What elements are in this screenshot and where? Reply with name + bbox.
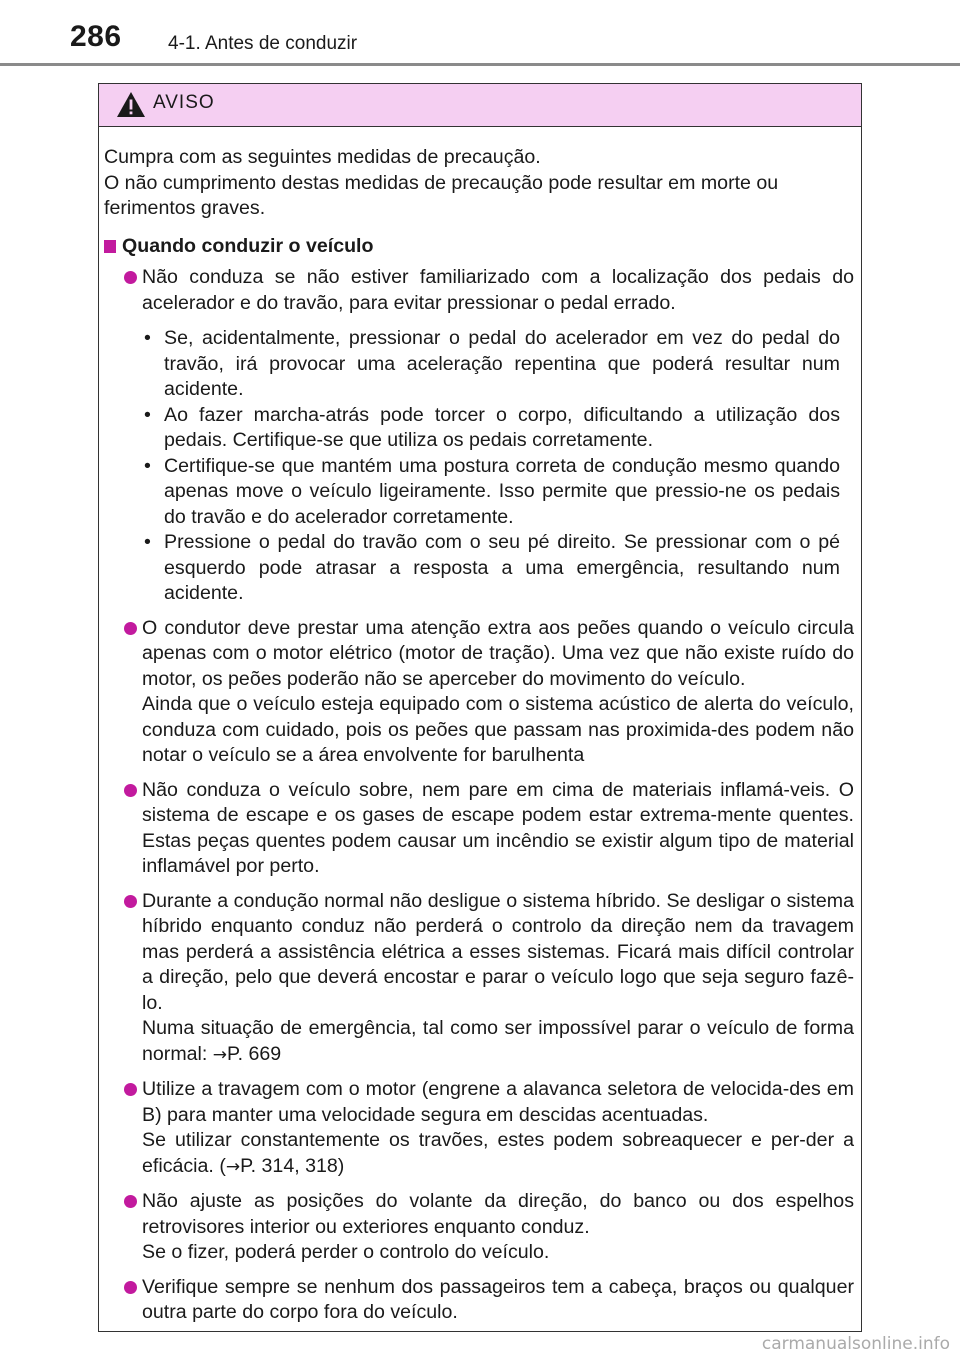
bullet-dot-icon	[124, 784, 137, 797]
bullet-dot-icon	[124, 271, 137, 284]
item-text-continued	[142, 1128, 854, 1180]
item-text-prefix: Numa situação de emergência, tal como ser impossível parar o veículo de forma normal:	[142, 1017, 854, 1065]
header-rule	[0, 63, 960, 66]
warning-title: AVISO	[153, 92, 215, 113]
bullet-dot-icon	[124, 1195, 137, 1208]
item-text-continued: Se o fizer, poderá perder o controlo do veículo.	[142, 1241, 550, 1263]
intro-line-1: Cumpra com as seguintes medidas de precaução.	[104, 146, 541, 168]
arrow-right-icon: →	[225, 1156, 241, 1177]
bullet-dot-icon	[124, 622, 137, 635]
section-heading-text: Quando conduzir o veículo	[122, 234, 374, 257]
bullet-dot-icon	[124, 1281, 137, 1294]
list-item	[104, 889, 854, 1069]
item-text-prefix: Se utilizar constantemente os travões, estes podem sobreaquecer e per-der a eficácia. (	[142, 1129, 854, 1177]
list-item	[104, 1275, 854, 1326]
section-heading	[104, 234, 854, 260]
sub-list	[142, 326, 854, 607]
intro-line-2: O não cumprimento destas medidas de precaução pode resultar em morte ou ferimentos graves.	[104, 171, 779, 219]
list-item	[104, 1077, 854, 1180]
item-text: O condutor deve prestar uma atenção extra aos peões quando o veículo circula apenas com o motor elétrico (motor de tração). Uma vez que não existe ruído do motor, os peões poderão não se aperceber do movimento do veículo.	[142, 616, 854, 690]
warning-box	[98, 83, 862, 1332]
watermark: carmanualsonline.info	[761, 1334, 950, 1354]
bullet-dot-icon	[124, 895, 137, 908]
warning-triangle-icon	[116, 91, 146, 118]
list-item	[104, 265, 854, 607]
sub-list-item: • Certifique-se que mantém uma postura correta de condução mesmo quando apenas move o veículo ligeiramente. Isso permite que pressio-ne os pedais do travão e do acelerador corretamente.	[142, 454, 854, 531]
warning-header	[99, 84, 861, 127]
sub-list-item: • Ao fazer marcha-atrás pode torcer o corpo, dificultando a utilização dos pedais. Certifique-se que utiliza os pedais corretamente.	[142, 403, 854, 454]
list-item	[104, 778, 854, 880]
item-text: Não conduza o veículo sobre, nem pare em cima de materiais inflamá-veis. O sistema de escape e os gases de escape podem estar extrema-mente quentes. Estas peças quentes podem causar um incêndio se existir algum tipo de material inflamável por perto.	[142, 778, 854, 877]
page-number: 286	[70, 20, 122, 53]
list-item	[104, 616, 854, 769]
warning-intro	[104, 145, 854, 222]
square-bullet-icon	[104, 240, 116, 253]
sub-list-item: • Pressione o pedal do travão com o seu pé direito. Se pressionar com o pé esquerdo pode atrasar a resposta a uma emergência, resultando num acidente.	[142, 530, 854, 607]
arrow-right-icon: →	[212, 1044, 228, 1065]
page-header	[0, 0, 960, 70]
bullet-dot-icon	[124, 1083, 137, 1096]
item-text-continued: Ainda que o veículo esteja equipado com o sistema acústico de alerta do veículo, conduza com cuidado, pois os peões que passam nas proximida-des podem não notar o veículo se a área envolvente for barulhenta	[142, 693, 854, 766]
item-text-continued	[142, 1016, 854, 1068]
sub-list-item: • Se, acidentalmente, pressionar o pedal do acelerador em vez do pedal do travão, irá provocar uma aceleração repentina que poderá resultar num acidente.	[142, 326, 854, 403]
warning-body	[99, 127, 861, 1326]
item-text: Durante a condução normal não desligue o sistema híbrido. Se desligar o sistema híbrido enquanto conduz não perderá o controlo da direção nem da travagem mas perderá a assistência elétrica a esses sistemas. Ficará mais difícil controlar a direção, pelo que deverá encostar e parar o veículo logo que seja seguro fazê-lo.	[142, 889, 854, 1014]
item-text: Não ajuste as posições do volante da direção, do banco ou dos espelhos retrovisores interior ou exteriores enquanto conduz.	[142, 1190, 854, 1238]
section-title: 4-1. Antes de conduzir	[168, 33, 358, 54]
page-reference-link[interactable]: P. 669	[227, 1042, 282, 1065]
item-text: Não conduza se não estiver familiarizado com a localização dos pedais do acelerador e do travão, para evitar pressionar o pedal errado.	[142, 266, 854, 314]
item-text: Utilize a travagem com o motor (engrene a alavanca seletora de velocida-des em B) para manter uma velocidade segura em descidas acentuadas.	[142, 1078, 854, 1126]
page-reference-link[interactable]: P. 314, 318)	[240, 1154, 345, 1177]
list-item	[104, 1189, 854, 1266]
item-text: Verifique sempre se nenhum dos passageiros tem a cabeça, braços ou qualquer outra parte do corpo fora do veículo.	[142, 1275, 854, 1323]
